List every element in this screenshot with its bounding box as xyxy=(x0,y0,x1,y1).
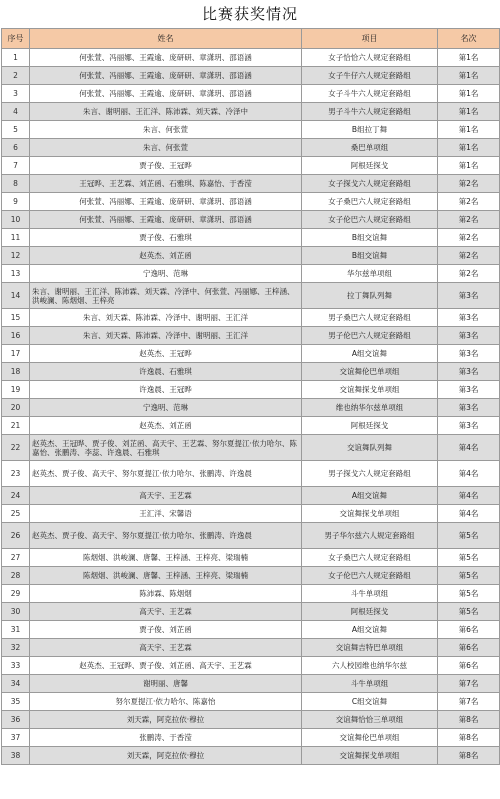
row-rank: 第1名 xyxy=(438,49,500,67)
row-rank: 第5名 xyxy=(438,567,500,585)
table-row xyxy=(2,549,500,567)
row-rank: 第6名 xyxy=(438,639,500,657)
row-rank: 第3名 xyxy=(438,327,500,345)
row-number: 16 xyxy=(2,327,30,345)
row-rank: 第2名 xyxy=(438,193,500,211)
row-event: 女子伦巴六人规定套路组 xyxy=(302,211,438,229)
row-names: 陈沛霖、陈烟烟 xyxy=(30,585,302,603)
row-names: 朱言、谢明丽、王汇洋、陈沛霖、刘天霖、冷泽中、何张萱、冯丽娜、王梓涵、洪峻澜、陈烟烟、王梓亮 xyxy=(30,283,302,309)
table-row xyxy=(2,417,500,435)
row-rank: 第1名 xyxy=(438,139,500,157)
row-rank: 第7名 xyxy=(438,693,500,711)
row-number: 12 xyxy=(2,247,30,265)
table-row xyxy=(2,247,500,265)
row-event: 交谊舞吉特巴单项组 xyxy=(302,639,438,657)
row-names: 赵英杰、贾子俊、高天宇、努尔夏提江·依力哈尔、张鹏涛、许逸晨 xyxy=(30,461,302,487)
row-names: 赵英杰、王冠晔 xyxy=(30,345,302,363)
row-number: 3 xyxy=(2,85,30,103)
row-number: 22 xyxy=(2,435,30,461)
row-event: 女子桑巴六人规定套路组 xyxy=(302,193,438,211)
row-number: 4 xyxy=(2,103,30,121)
table-row xyxy=(2,309,500,327)
row-event: 交谊舞探戈单项组 xyxy=(302,505,438,523)
row-names: 何张萱、冯丽娜、王霞逾、庞研研、章潇玥、邵语涵 xyxy=(30,67,302,85)
row-names: 努尔夏提江·依力哈尔、陈嘉怡 xyxy=(30,693,302,711)
row-number: 32 xyxy=(2,639,30,657)
row-rank: 第6名 xyxy=(438,621,500,639)
row-names: 赵英杰、王冠晔、贾子俊、刘芷函、高天宇、王艺霖、努尔夏提江·依力哈尔、陈嘉怡、张鹏涛、李蕊、许逸晨、石雅琪 xyxy=(30,435,302,461)
row-number: 23 xyxy=(2,461,30,487)
row-number: 33 xyxy=(2,657,30,675)
row-rank: 第8名 xyxy=(438,747,500,765)
row-event: 男子华尔兹六人规定套路组 xyxy=(302,523,438,549)
row-event: 男子探戈六人规定套路组 xyxy=(302,461,438,487)
row-event: 女子探戈六人规定套路组 xyxy=(302,175,438,193)
row-event: 女子恰恰六人规定套路组 xyxy=(302,49,438,67)
header-names: 姓名 xyxy=(30,29,302,49)
row-event: 男子斗牛六人规定套路组 xyxy=(302,103,438,121)
row-rank: 第2名 xyxy=(438,247,500,265)
row-rank: 第2名 xyxy=(438,229,500,247)
row-number: 19 xyxy=(2,381,30,399)
row-names: 张鹏涛、于香滢 xyxy=(30,729,302,747)
row-number: 21 xyxy=(2,417,30,435)
row-names: 贾子俊、石雅琪 xyxy=(30,229,302,247)
row-rank: 第1名 xyxy=(438,121,500,139)
row-event: 阿根廷探戈 xyxy=(302,603,438,621)
table-row xyxy=(2,657,500,675)
row-names: 许逸晨、石雅琪 xyxy=(30,363,302,381)
row-rank: 第8名 xyxy=(438,711,500,729)
row-names: 宁逸明、范琳 xyxy=(30,399,302,417)
table-row xyxy=(2,487,500,505)
row-rank: 第3名 xyxy=(438,345,500,363)
row-names: 陈烟烟、洪峻澜、唐馨、王梓涵、王梓亮、梁瑞楠 xyxy=(30,549,302,567)
table-row xyxy=(2,327,500,345)
row-names: 王汇洋、宋馨语 xyxy=(30,505,302,523)
row-event: 桑巴单项组 xyxy=(302,139,438,157)
row-rank: 第4名 xyxy=(438,435,500,461)
table-row xyxy=(2,175,500,193)
row-event: 女子牛仔六人规定套路组 xyxy=(302,67,438,85)
row-names: 赵英杰、贾子俊、高天宇、努尔夏提江·依力哈尔、张鹏涛、许逸晨 xyxy=(30,523,302,549)
row-event: B组拉丁舞 xyxy=(302,121,438,139)
row-rank: 第3名 xyxy=(438,399,500,417)
table-row xyxy=(2,363,500,381)
row-event: C组交谊舞 xyxy=(302,693,438,711)
row-names: 许逸晨、王冠晔 xyxy=(30,381,302,399)
table-row xyxy=(2,747,500,765)
table-row xyxy=(2,693,500,711)
row-event: 交谊舞探戈单项组 xyxy=(302,747,438,765)
row-names: 何张萱、冯丽娜、王霞逾、庞研研、章潇玥、邵语涵 xyxy=(30,49,302,67)
row-event: 交谊舞伦巴单项组 xyxy=(302,729,438,747)
row-rank: 第1名 xyxy=(438,157,500,175)
row-number: 27 xyxy=(2,549,30,567)
row-number: 30 xyxy=(2,603,30,621)
row-number: 9 xyxy=(2,193,30,211)
table-header-row xyxy=(2,29,500,49)
row-event: 阿根廷探戈 xyxy=(302,157,438,175)
row-rank: 第2名 xyxy=(438,211,500,229)
row-event: 维也纳华尔兹单项组 xyxy=(302,399,438,417)
row-event: 女子斗牛六人规定套路组 xyxy=(302,85,438,103)
table-row xyxy=(2,585,500,603)
row-rank: 第5名 xyxy=(438,585,500,603)
row-names: 赵英杰、王冠晔、贾子俊、刘芷函、高天宇、王艺霖 xyxy=(30,657,302,675)
row-event: 男子伦巴六人规定套路组 xyxy=(302,327,438,345)
row-event: 男子桑巴六人规定套路组 xyxy=(302,309,438,327)
page-title: 比赛获奖情况 xyxy=(201,5,298,23)
row-names: 陈烟烟、洪峻澜、唐馨、王梓涵、王梓亮、梁瑞楠 xyxy=(30,567,302,585)
table-row xyxy=(2,505,500,523)
row-number: 29 xyxy=(2,585,30,603)
table-row xyxy=(2,675,500,693)
row-event: 拉丁舞队列舞 xyxy=(302,283,438,309)
row-number: 8 xyxy=(2,175,30,193)
row-event: 女子伦巴六人规定套路组 xyxy=(302,567,438,585)
row-number: 7 xyxy=(2,157,30,175)
row-rank: 第8名 xyxy=(438,729,500,747)
row-number: 38 xyxy=(2,747,30,765)
row-number: 18 xyxy=(2,363,30,381)
row-event: A组交谊舞 xyxy=(302,487,438,505)
row-rank: 第4名 xyxy=(438,461,500,487)
row-names: 刘天霖，阿克拉依·穆拉 xyxy=(30,711,302,729)
row-event: 斗牛单项组 xyxy=(302,675,438,693)
row-number: 11 xyxy=(2,229,30,247)
row-rank: 第6名 xyxy=(438,657,500,675)
table-row xyxy=(2,435,500,461)
row-number: 35 xyxy=(2,693,30,711)
row-names: 高天宇、王艺霖 xyxy=(30,487,302,505)
row-number: 37 xyxy=(2,729,30,747)
row-event: 交谊舞探戈单项组 xyxy=(302,381,438,399)
row-number: 6 xyxy=(2,139,30,157)
row-number: 36 xyxy=(2,711,30,729)
row-event: 交谊舞伦巴单项组 xyxy=(302,363,438,381)
row-number: 5 xyxy=(2,121,30,139)
table-body xyxy=(2,49,500,765)
row-event: 六人校园维也纳华尔兹 xyxy=(302,657,438,675)
awards-table xyxy=(1,28,500,765)
row-number: 2 xyxy=(2,67,30,85)
row-names: 高天宇、王艺霖 xyxy=(30,639,302,657)
table-row xyxy=(2,121,500,139)
table-row xyxy=(2,85,500,103)
row-names: 王冠晔、王艺霖、刘芷函、石雅琪、陈嘉怡、于香滢 xyxy=(30,175,302,193)
row-number: 10 xyxy=(2,211,30,229)
row-event: 斗牛单项组 xyxy=(302,585,438,603)
table-row xyxy=(2,211,500,229)
row-names: 朱言、刘天霖、陈沛霖、冷泽中、谢明丽、王汇洋 xyxy=(30,327,302,345)
table-row xyxy=(2,523,500,549)
row-number: 1 xyxy=(2,49,30,67)
row-event: 交谊舞恰恰三单项组 xyxy=(302,711,438,729)
row-event: A组交谊舞 xyxy=(302,345,438,363)
row-rank: 第3名 xyxy=(438,417,500,435)
row-number: 17 xyxy=(2,345,30,363)
row-rank: 第1名 xyxy=(438,103,500,121)
table-row xyxy=(2,229,500,247)
header-event: 项目 xyxy=(302,29,438,49)
table-row xyxy=(2,193,500,211)
row-names: 何张萱、冯丽娜、王霞逾、庞研研、章潇玥、邵语涵 xyxy=(30,211,302,229)
row-names: 刘天霖，阿克拉依·穆拉 xyxy=(30,747,302,765)
row-names: 何张萱、冯丽娜、王霞逾、庞研研、章潇玥、邵语涵 xyxy=(30,85,302,103)
row-rank: 第2名 xyxy=(438,265,500,283)
row-rank: 第1名 xyxy=(438,67,500,85)
header-rank: 名次 xyxy=(438,29,500,49)
row-rank: 第3名 xyxy=(438,283,500,309)
table-row xyxy=(2,381,500,399)
table-row xyxy=(2,345,500,363)
row-number: 20 xyxy=(2,399,30,417)
row-number: 13 xyxy=(2,265,30,283)
row-rank: 第4名 xyxy=(438,505,500,523)
row-names: 朱言、刘天霖、陈沛霖、冷泽中、谢明丽、王汇洋 xyxy=(30,309,302,327)
row-names: 朱言、谢明丽、王汇洋、陈沛霖、刘天霖、冷泽中 xyxy=(30,103,302,121)
row-names: 朱言、何张萱 xyxy=(30,121,302,139)
table-row xyxy=(2,711,500,729)
row-event: A组交谊舞 xyxy=(302,621,438,639)
table-row xyxy=(2,139,500,157)
table-row xyxy=(2,603,500,621)
row-number: 31 xyxy=(2,621,30,639)
header-no: 序号 xyxy=(2,29,30,49)
row-rank: 第3名 xyxy=(438,381,500,399)
row-number: 34 xyxy=(2,675,30,693)
table-row xyxy=(2,49,500,67)
row-number: 24 xyxy=(2,487,30,505)
row-event: B组交谊舞 xyxy=(302,247,438,265)
row-number: 28 xyxy=(2,567,30,585)
row-names: 何张萱、冯丽娜、王霞逾、庞研研、章潇玥、邵语涵 xyxy=(30,193,302,211)
row-names: 赵英杰、刘芷函 xyxy=(30,247,302,265)
row-rank: 第3名 xyxy=(438,363,500,381)
row-names: 谢明丽、唐馨 xyxy=(30,675,302,693)
row-names: 朱言、何张萱 xyxy=(30,139,302,157)
table-row xyxy=(2,399,500,417)
row-names: 宁逸明、范琳 xyxy=(30,265,302,283)
table-row xyxy=(2,283,500,309)
row-rank: 第4名 xyxy=(438,487,500,505)
row-rank: 第5名 xyxy=(438,523,500,549)
table-row xyxy=(2,103,500,121)
table-row xyxy=(2,621,500,639)
row-names: 赵英杰、刘芷函 xyxy=(30,417,302,435)
row-rank: 第3名 xyxy=(438,309,500,327)
row-rank: 第2名 xyxy=(438,175,500,193)
row-names: 贾子俊、王冠晔 xyxy=(30,157,302,175)
table-row xyxy=(2,567,500,585)
row-rank: 第5名 xyxy=(438,603,500,621)
row-event: B组交谊舞 xyxy=(302,229,438,247)
row-event: 女子桑巴六人规定套路组 xyxy=(302,549,438,567)
row-event: 华尔兹单项组 xyxy=(302,265,438,283)
table-row xyxy=(2,639,500,657)
row-number: 25 xyxy=(2,505,30,523)
row-number: 15 xyxy=(2,309,30,327)
table-row xyxy=(2,729,500,747)
row-number: 26 xyxy=(2,523,30,549)
row-event: 交谊舞队列舞 xyxy=(302,435,438,461)
table-row xyxy=(2,157,500,175)
table-row xyxy=(2,265,500,283)
row-event: 阿根廷探戈 xyxy=(302,417,438,435)
table-row xyxy=(2,67,500,85)
row-number: 14 xyxy=(2,283,30,309)
row-rank: 第7名 xyxy=(438,675,500,693)
row-rank: 第5名 xyxy=(438,549,500,567)
row-names: 高天宇、王艺霖 xyxy=(30,603,302,621)
row-names: 贾子俊、刘芷函 xyxy=(30,621,302,639)
row-rank: 第1名 xyxy=(438,85,500,103)
table-row xyxy=(2,461,500,487)
